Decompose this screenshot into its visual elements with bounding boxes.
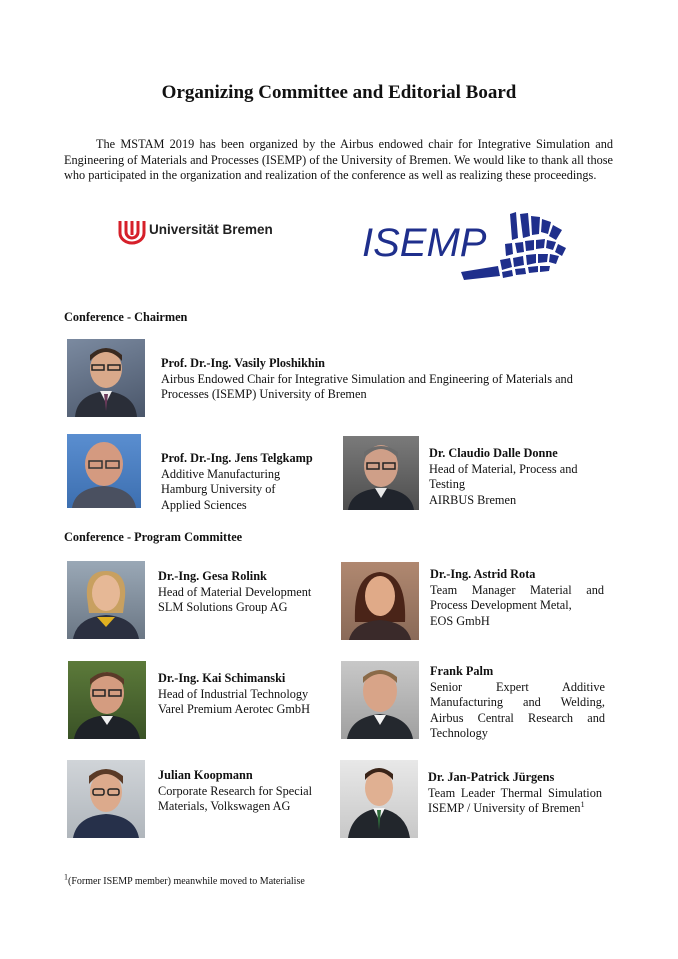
isemp-logo-graphic [360, 210, 570, 282]
university-crest-icon [118, 219, 146, 245]
person-name: Prof. Dr.-Ing. Vasily Ploshikhin [161, 356, 326, 370]
person-line-text: Team Leader Thermal Simulation ISEMP / University of Bremen [428, 785, 602, 816]
section-heading-chairmen: Conference - Chairmen [64, 310, 188, 324]
person-line: Senior Expert Additive Manufacturing and Welding, Airbus Central Research and Technology [430, 679, 605, 741]
person-line: Head of Material, Process and [429, 461, 578, 476]
person-line: SLM Solutions Group AG [158, 600, 288, 615]
footnote-mark: 1 [64, 872, 68, 882]
photo-astrid-rota [341, 562, 419, 640]
person-name: Prof. Dr.-Ing. Jens Telgkamp [161, 451, 313, 465]
footnote-text: (Former ISEMP member) meanwhile moved to Materialise [68, 876, 305, 887]
person-line [428, 786, 602, 817]
person-frank-palm [430, 664, 605, 742]
person-vasily-ploshikhin [161, 356, 613, 403]
photo-frank-palm [341, 661, 419, 739]
person-name: Dr. Jan-Patrick Jürgens [428, 770, 555, 784]
person-line: Varel Premium Aerotec GmbH [158, 702, 310, 717]
person-line: Corporate Research for Special Materials, Volkswagen AG [158, 783, 312, 814]
person-jan-patrick-juergens [428, 770, 602, 817]
person-line: Team Manager Material and Process Development Metal, [430, 582, 604, 613]
footnote [64, 872, 305, 887]
person-claudio-dalle-donne [429, 446, 605, 508]
person-affiliation: Airbus Endowed Chair for Integrative Simulation and Engineering of Materials and Processes (ISEMP) University of Bremen [161, 371, 573, 402]
person-line: Testing [429, 477, 466, 492]
person-line: Head of Industrial Technology [158, 686, 309, 701]
person-name: Frank Palm [430, 664, 494, 678]
person-line: Hamburg University of [161, 482, 276, 497]
isemp-logo [360, 210, 570, 282]
section-heading-program-committee: Conference - Program Committee [64, 530, 243, 544]
photo-claudio-dalle-donne [343, 436, 419, 510]
intro-paragraph: The MSTAM 2019 has been organized by the Airbus endowed chair for Integrative Simulation and Engineering of Materials and Processes (ISEMP) of the University of Bremen. We would like to thank all those who participated in the organization and realization of the conference as well as realizing these proceedings. [64, 137, 613, 183]
person-julian-koopmann [158, 768, 334, 815]
person-line: EOS GmbH [430, 613, 490, 628]
photo-kai-schimanski [68, 661, 146, 739]
person-line: AIRBUS Bremen [429, 492, 517, 507]
photo-julian-koopmann [67, 760, 145, 838]
university-logo-text: Universität Bremen [149, 222, 273, 237]
photo-jens-telgkamp [67, 434, 141, 508]
person-astrid-rota [430, 567, 604, 629]
person-line: Additive Manufacturing [161, 466, 281, 481]
person-name: Dr. Claudio Dalle Donne [429, 446, 558, 460]
person-line: Head of Material Development [158, 584, 312, 599]
person-name: Dr.-Ing. Astrid Rota [430, 567, 536, 581]
page-title: Organizing Committee and Editorial Board [161, 82, 517, 103]
university-bremen-logo [118, 219, 278, 245]
person-name: Dr.-Ing. Gesa Rolink [158, 569, 267, 583]
person-jens-telgkamp [161, 451, 336, 513]
isemp-logo-text: ISEMP [362, 221, 487, 265]
photo-jan-patrick-juergens [340, 760, 418, 838]
person-gesa-rolink [158, 569, 338, 616]
footnote-reference: 1 [580, 800, 585, 810]
person-line: Applied Sciences [161, 497, 247, 512]
person-name: Julian Koopmann [158, 768, 253, 782]
photo-vasily-ploshikhin [67, 339, 145, 417]
person-name: Dr.-Ing. Kai Schimanski [158, 671, 286, 685]
person-kai-schimanski [158, 671, 338, 718]
photo-gesa-rolink [67, 561, 145, 639]
